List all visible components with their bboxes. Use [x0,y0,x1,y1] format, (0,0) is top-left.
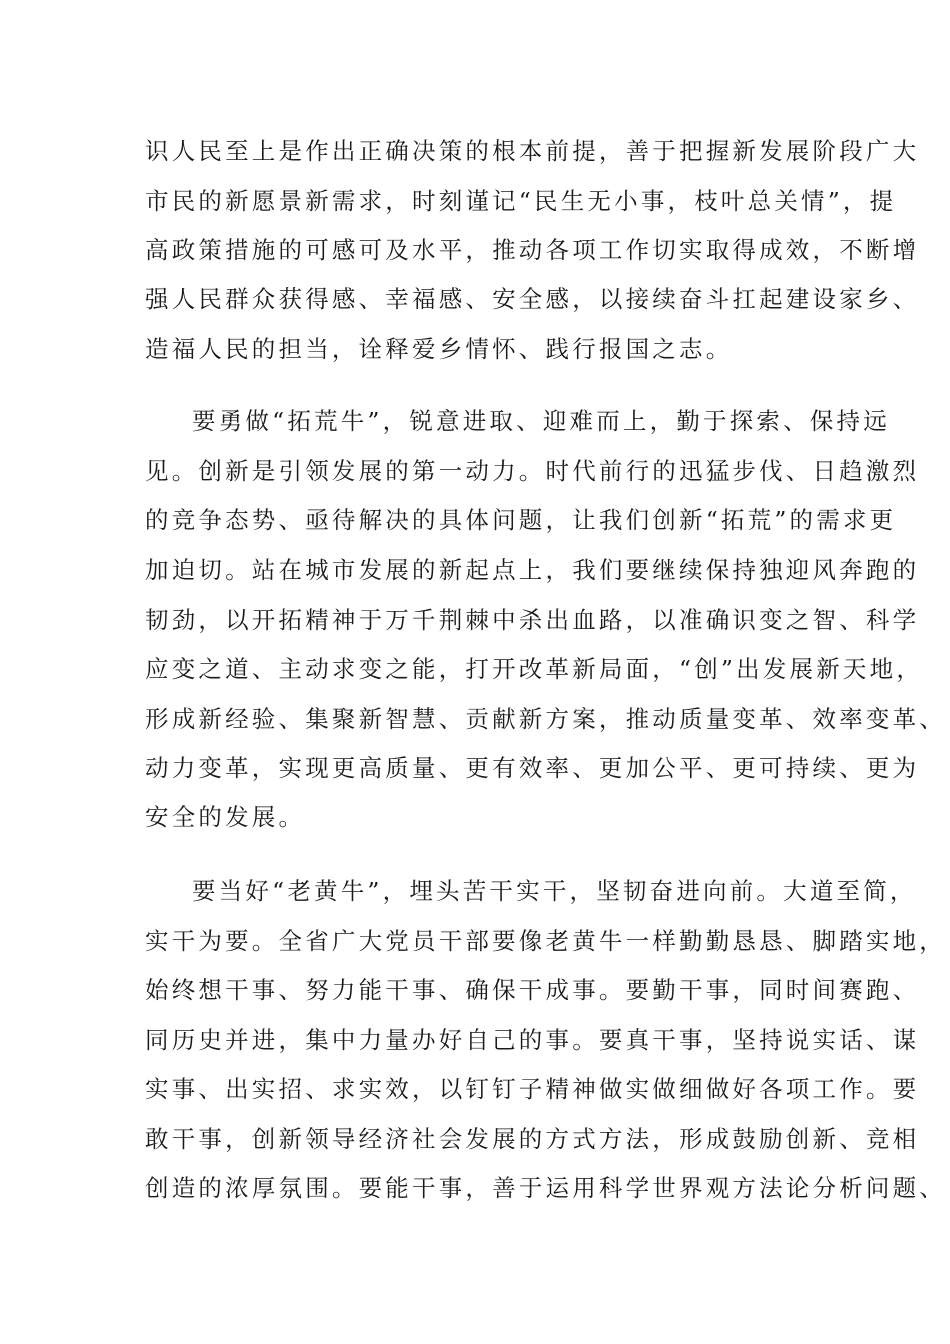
text-line: 敢干事，创新领导经济社会发展的方式方法，形成鼓励创新、竞相 [145,1125,920,1153]
text-line: 实事、出实招、求实效，以钉钉子精神做实做细做好各项工作。要 [145,1075,920,1103]
text-line: 安全的发展。 [145,803,306,831]
text-line: 实干为要。全省广大党员干部要像老黄牛一样勤勤恳恳、脚踏实地， [145,927,946,955]
text-line: 强人民群众获得感、幸福感、安全感，以接续奋斗扛起建设家乡、 [145,285,920,313]
text-line: 市民的新愿景新需求，时刻谨记“民生无小事，枝叶总关情”，提 [145,187,897,215]
text-line: 造福人民的担当，诠释爱乡情怀、践行报国之志。 [145,335,733,363]
text-line: 始终想干事、努力能干事、确保干成事。要勤干事，同时间赛跑、 [145,976,920,1004]
text-line: 韧劲，以开拓精神于万千荆棘中杀出血路，以准确识变之智、科学 [145,606,920,634]
text-line: 形成新经验、集聚新智慧、贡献新方案，推动质量变革、效率变革、 [145,705,946,733]
text-line: 的竞争态势、亟待解决的具体问题，让我们创新“拓荒”的需求更 [145,506,897,534]
text-line: 加迫切。站在城市发展的新起点上，我们要继续保持独迎风奔跑的 [145,556,920,584]
text-line: 要勇做“拓荒牛”，锐意进取、迎难而上，勤于探索、保持远 [192,407,890,435]
text-line: 同历史并进，集中力量办好自己的事。要真干事，坚持说实话、谋 [145,1026,920,1054]
text-line: 高政策措施的可感可及水平，推动各项工作切实取得成效，不断增 [145,236,920,264]
text-line: 动力变革，实现更高质量、更有效率、更加公平、更可持续、更为 [145,754,920,782]
text-line: 应变之道、主动求变之能，打开改革新局面，“创”出发展新天地， [145,655,924,683]
text-line: 要当好“老黄牛”，埋头苦干实干，坚韧奋进向前。大道至简， [192,877,917,905]
text-line: 创造的浓厚氛围。要能干事，善于运用科学世界观方法论分析问题、 [145,1174,946,1202]
text-line: 见。创新是引领发展的第一动力。时代前行的迅猛步伐、日趋激烈 [145,457,920,485]
text-line: 识人民至上是作出正确决策的根本前提，善于把握新发展阶段广大 [145,137,920,165]
